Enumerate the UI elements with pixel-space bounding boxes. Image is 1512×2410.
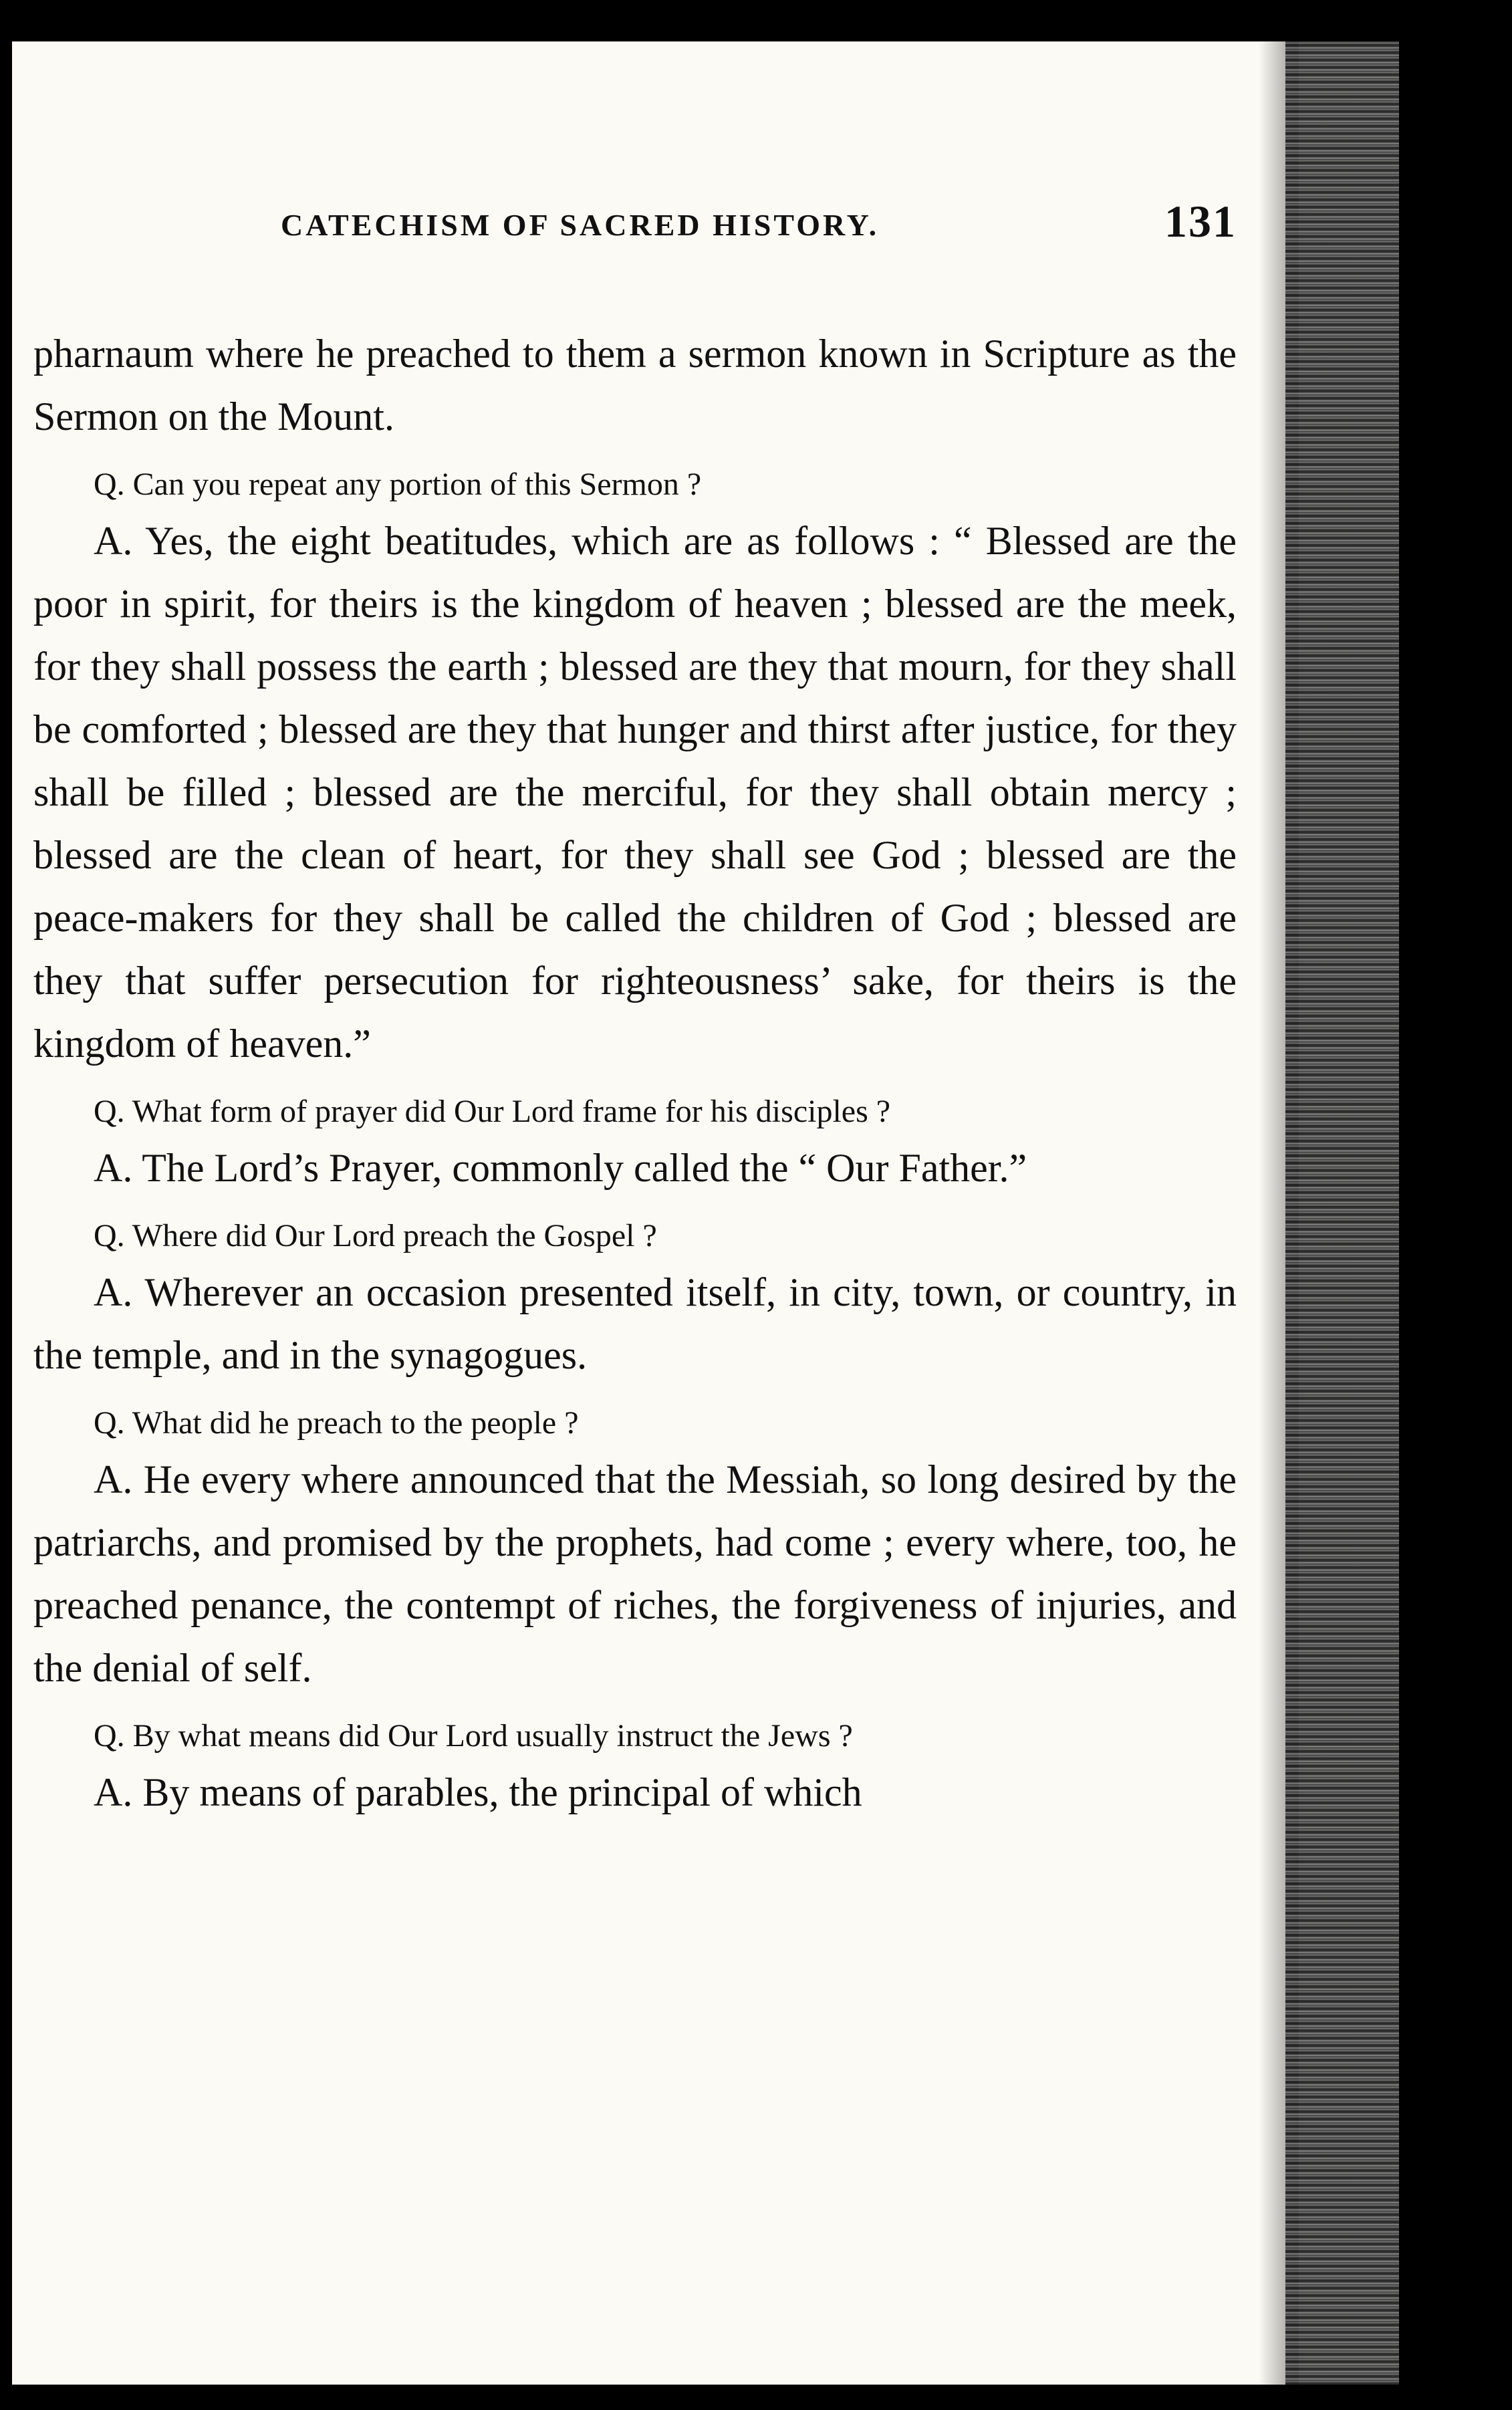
question-paragraph: Q. What form of prayer did Our Lord frame for his disciples ?	[94, 1094, 891, 1129]
question-paragraph: Q. Can you repeat any portion of this Sermon ?	[94, 467, 702, 502]
answer-paragraph: pharnaum where he preached to them a sermon known in Scripture as the Sermon on the Mount.	[33, 332, 1237, 439]
question-paragraph: Q. Where did Our Lord preach the Gospel ?	[94, 1218, 657, 1253]
paper-sheet	[12, 41, 1399, 2385]
answer-paragraph: A. Wherever an occasion presented itself, in city, town, or country, in the temple, and in the synagogues.	[33, 1270, 1237, 1377]
page-edge	[1285, 41, 1399, 2385]
answer-paragraph: A. The Lord’s Prayer, commonly called the “ Our Father.”	[94, 1146, 1027, 1190]
running-title: CATECHISM OF SACRED HISTORY.	[281, 208, 880, 242]
question-paragraph: Q. By what means did Our Lord usually instruct the Jews ?	[94, 1718, 853, 1754]
answer-paragraph: A. Yes, the eight beatitudes, which are as follows : “ Blessed are the poor in spirit, for theirs is the kingdom of heaven ; blessed are the meek, for they shall possess the earth ; blessed are they that mourn, for they shall be comforted ; blessed are they that hunger and thirst after justice, for they shall be filled ; blessed are the merciful, for they shall obtain mercy ; blessed are the clean of heart, for they shall see God ; blessed are the peace-makers for they shall be called the children of God ; blessed are they that suffer persecution for righteousness’ sake, for theirs is the kingdom of heaven.”	[33, 519, 1237, 1066]
answer-paragraph: A. He every where announced that the Messiah, so long desired by the patriarchs, and promised by the prophets, had come ; every where, too, he preached penance, the contempt of riches, the forgiveness of injuries, and the denial of self.	[33, 1457, 1237, 1690]
answer-paragraph: A. By means of parables, the principal of which	[94, 1770, 862, 1814]
running-header	[33, 194, 1237, 254]
question-paragraph: Q. What did he preach to the people ?	[94, 1405, 579, 1441]
page-number: 131	[1164, 196, 1237, 247]
body-text	[33, 322, 1237, 1824]
